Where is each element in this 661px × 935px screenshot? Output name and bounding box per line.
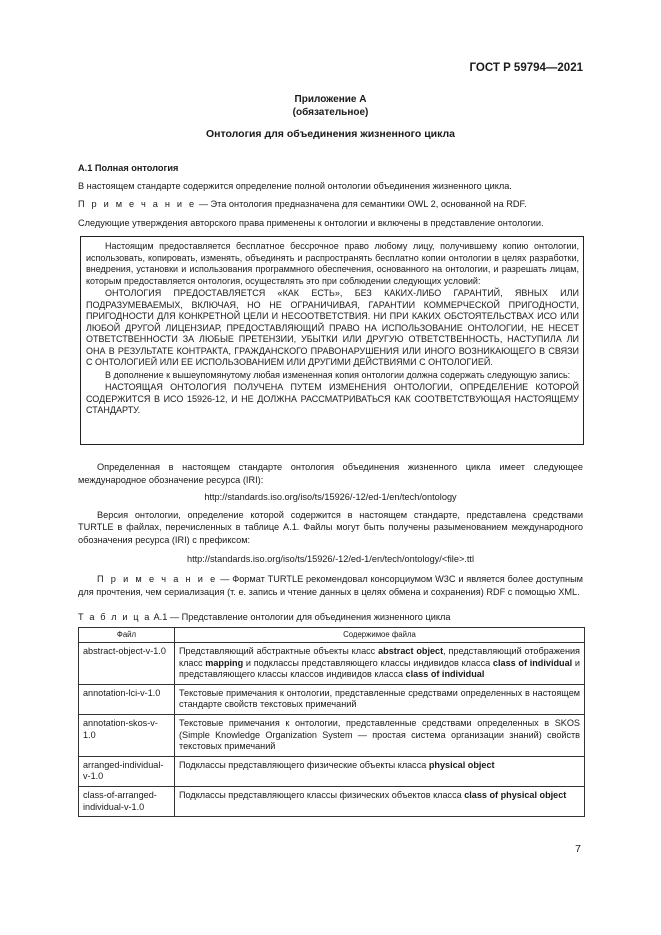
license-paragraph-4: НАСТОЯЩАЯ ОНТОЛОГИЯ ПОЛУЧЕНА ПУТЕМ ИЗМЕНЕНИЯ ОНТОЛОГИИ, ОПРЕДЕЛЕНИЕ КОТОРОЙ СОДЕРЖИТСЯ В ИСО 15926-12, И НЕ ДОЛЖНА РАССМАТРИВАТЬСЯ КАК СООТВЕТСТВУЮЩАЯ НАСТОЯЩЕМУ СТАНДАРТУ. xyxy=(86,382,579,415)
annex-subtitle: (обязательное) xyxy=(292,107,369,118)
page-number: 7 xyxy=(575,843,581,855)
content-text: и подклассы представляющего классы индивидов класса xyxy=(243,657,493,668)
content-text: Текстовые примечания к онтологии, представленные средствами определенных в SKOS (Simple Knowledge Organization System — простая система организации знаний) свойств текстовых примечаний xyxy=(179,717,580,752)
class-name-term: abstract object xyxy=(378,646,444,656)
note-text: — Формат TURTLE рекомендовал консорциумом W3C и является более доступным для прочтения, чем сериализация (т. е. запись и чтение данных в целях обмена и сохранения) RDF с помощью XML. xyxy=(78,574,583,597)
file-name-cell: arranged-individual-v-1.0 xyxy=(79,756,175,786)
version-paragraph: Версия онтологии, определение которой содержится в настоящем стандарте, представлена средствами TURTLE в файлах, перечисленных в таблице А.1. Файлы могут быть получены разыменованием международного обозначения ресурса (IRI) с префиксом: xyxy=(78,509,583,545)
class-name-term: class of individual xyxy=(405,669,485,680)
subsection-title: А.1 Полная онтология xyxy=(78,163,179,173)
file-name-cell: abstract-object-v-1.0 xyxy=(79,643,175,685)
file-name-cell: annotation-lci-v-1.0 xyxy=(79,684,175,714)
table-row xyxy=(79,786,585,816)
prefix-url: http://standards.iso.org/iso/ts/15926/-12/ed-1/en/tech/ontology/<file>.ttl xyxy=(186,553,475,564)
content-text: Подклассы представляющего физические объекты класса xyxy=(179,759,429,770)
table-caption xyxy=(78,612,450,622)
table-row xyxy=(79,714,585,756)
file-content-cell xyxy=(175,756,585,786)
class-name-term: physical object xyxy=(428,759,495,770)
column-header-file: Файл xyxy=(79,628,175,643)
table-row xyxy=(79,756,585,786)
note-label: П р и м е ч а н и е xyxy=(78,199,197,210)
file-name-cell: annotation-skos-v-1.0 xyxy=(79,714,175,756)
table-body xyxy=(79,643,585,817)
intro-paragraph: В настоящем стандарте содержится определение полной онтологии объединения жизненного цикла. xyxy=(78,180,512,191)
class-name-term: class of physical object xyxy=(464,789,567,800)
intro-block xyxy=(78,162,583,229)
file-name-cell: class-of-arranged-individual-v-1.0 xyxy=(79,786,175,816)
note-2 xyxy=(78,573,583,598)
file-content-cell xyxy=(175,786,585,816)
file-content-cell xyxy=(175,714,585,756)
annex-title: Приложение А xyxy=(294,94,367,105)
table-caption-text: А.1 — Представление онтологии для объединения жизненного цикла xyxy=(150,612,451,622)
table-caption-label: Т а б л и ц а xyxy=(78,612,151,622)
ontology-files-table xyxy=(78,627,585,817)
annex-heading xyxy=(0,93,661,119)
iri-url: http://standards.iso.org/iso/ts/15926/-12/ed-1/en/tech/ontology xyxy=(204,492,457,503)
note-label: П р и м е ч а н и е xyxy=(97,574,218,585)
content-text: Текстовые примечания к онтологии, представленные средствами определенных в настоящем стандарте свойств текстовых примечаний xyxy=(179,687,580,710)
table-row xyxy=(79,684,585,714)
file-content-cell xyxy=(175,684,585,714)
content-text: Подклассы представляющего классы физических объектов класса xyxy=(179,789,465,800)
table-row xyxy=(79,643,585,685)
section-title: Онтология для объединения жизненного цикла xyxy=(205,128,456,140)
license-paragraph-2: ОНТОЛОГИЯ ПРЕДОСТАВЛЯЕТСЯ «КАК ЕСТЬ», БЕЗ КАКИХ-ЛИБО ГАРАНТИЙ, ЯВНЫХ ИЛИ ПОДРАЗУМЕВАЕМЫХ, ВКЛЮЧАЯ, НО НЕ ОГРАНИЧИВАЯ, ГАРАНТИИ КОММЕРЧЕСКОЙ ПРИГОДНОСТИ, ПРИГОДНОСТИ ДЛЯ КОНКРЕТНОЙ ЦЕЛИ И НЕСООТВЕТСТВИЯ. НИ ПРИ КАКИХ ОБСТОЯТЕЛЬСТВАХ ИСО ИЛИ ЛЮБОЙ ДРУГОЙ ЛИЦЕНЗИАР, ПРЕДОСТАВЛЯЮЩИЙ ПРАВО НА ИСПОЛЬЗОВАНИЕ ОНТОЛОГИИ, НЕ НЕСЕТ ОТВЕТСТВЕННОСТИ ЗА ЛЮБЫЕ ПРЕТЕНЗИИ, УБЫТКИ ИЛИ ДРУГУЮ ОТВЕТСТВЕННОСТЬ, НАСТУПИЛА ЛИ ОНА В РЕЗУЛЬТАТЕ КОНТРАКТА, ГРАЖДАНСКОГО ПРАВОНАРУШЕНИЯ ИЛИ ИНОГО ВОЗНИКАЮЩЕГО В СВЯЗИ С ОНТОЛОГИЕЙ ИЛИ ЕЕ ИСПОЛЬЗОВАНИЕМ ИЛИ ДРУГИМИ ДЕЙСТВИЯМИ С ОНТОЛОГИЕЙ. xyxy=(86,288,579,367)
content-text: , представляющий отображения класс xyxy=(179,646,580,668)
column-header-content: Содержимое файла xyxy=(175,628,585,643)
content-text: Представляющий абстрактные объекты класс xyxy=(179,646,379,656)
copyright-paragraph: Следующие утверждения авторского права применены к онтологии и включены в представление онтологии. xyxy=(78,217,544,228)
class-name-term: mapping xyxy=(205,657,244,668)
after-box-block xyxy=(78,461,583,598)
license-box xyxy=(80,236,584,445)
table-header-row xyxy=(79,628,585,643)
license-paragraph-3: В дополнение к вышеупомянутому любая измененная копия онтологии должна содержать следующую запись: xyxy=(105,369,571,380)
iri-paragraph: Определенная в настоящем стандарте онтология объединения жизненного цикла имеет следующее международное обозначение ресурса (IRI): xyxy=(78,462,583,485)
class-name-term: class of individual xyxy=(492,657,573,668)
document-id: ГОСТ Р 59794—2021 xyxy=(469,62,583,74)
note-1 xyxy=(78,198,583,211)
content-text: и представляющего классы классов индивидов класса xyxy=(179,657,580,680)
license-paragraph-1: Настоящим предоставляется бесплатное бессрочное право любому лицу, получившему копию онтологии, использовать, копировать, изменять, объединять и распространять бесплатно копии онтологии в целях разработки, внедрения, установки и использования программного обеспечения, основанного на онтологии, и разрешать лицам, которым предоставляется онтология, осуществлять это при соблюдении следующих условий: xyxy=(86,241,579,286)
file-content-cell xyxy=(175,643,585,685)
note-text: — Эта онтология предназначена для семантики OWL 2, основанной на RDF. xyxy=(196,199,527,210)
